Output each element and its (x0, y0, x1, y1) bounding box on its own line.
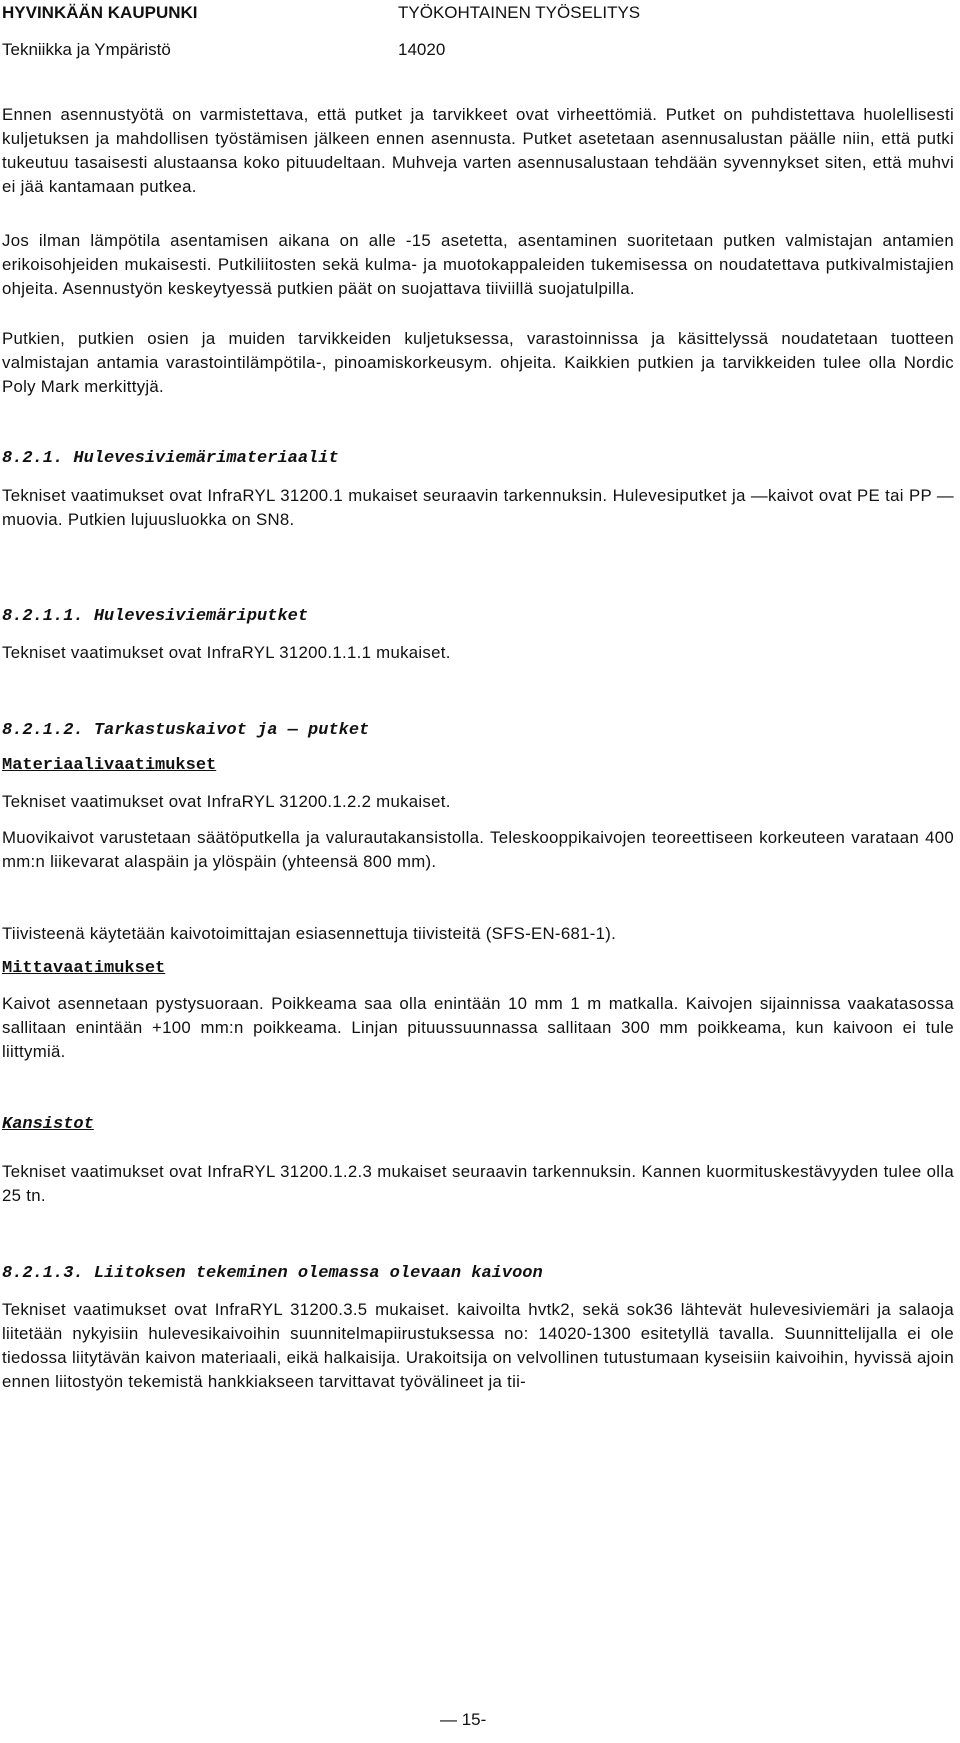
header-document-title: TYÖKOHTAINEN TYÖSELITYS (398, 3, 641, 22)
paragraph-text: Jos ilman lämpötila asentamisen aikana on alle -15 asetetta, asentaminen suoritetaan putken valmistajan antamien erikoisohjeiden mukaisesti. Putkiliitosten sekä kulma- ja muotokappaleiden tukemisessa on noudatettava putkivalmistajien ohjeita. Asennustyön keskeytyessä putkien päät on suojattava tiiviillä suojatulpilla. (2, 231, 954, 298)
paragraph-storage (2, 327, 954, 399)
dimension-requirements-text (2, 992, 954, 1064)
paragraph-text: Muovikaivot varustetaan säätöputkella ja valurautakansistolla. Teleskooppikaivojen teoreettiseen korkeuteen varataan 400 mm:n liikevarat alaspäin ja ylöspäin (yhteensä 800 mm). (2, 828, 954, 871)
section-heading-8-2-1-3: 8.2.1.3. Liitoksen tekeminen olemassa olevaan kaivoon (2, 1264, 543, 1283)
paragraph-text: Tekniset vaatimukset ovat InfraRYL 31200.1.2.2 mukaiset. (2, 792, 451, 811)
subheading-covers: Kansistot (2, 1115, 94, 1134)
header-project-number: 14020 (398, 40, 446, 59)
section-8-2-1-3-text (2, 1298, 954, 1394)
section-8-2-1-1-text (2, 641, 954, 665)
subheading-dimension-requirements: Mittavaatimukset (2, 959, 166, 978)
material-requirements-text (2, 790, 954, 814)
page-number: — 15- (440, 1710, 487, 1729)
section-heading-8-2-1-2: 8.2.1.2. Tarkastuskaivot ja — putket (2, 721, 370, 740)
paragraph-text: Kaivot asennetaan pystysuoraan. Poikkeama saa olla enintään 10 mm 1 m matkalla. Kaivojen sijainnissa vaakatasossa sallitaan enintään +100 mm:n poikkeama. Linjan pituussuunnassa sallitaan 300 mm poikkeama, kun kaivoon ei tule liittymiä. (2, 994, 954, 1061)
paragraph-text: Tekniset vaatimukset ovat InfraRYL 31200.1.2.3 mukaiset seuraavin tarkennuksin. Kannen kuormitusk​estävyyden tulee olla 25 tn. (2, 1162, 954, 1205)
section-heading-8-2-1: 8.2.1. Hulevesiviemärimateriaalit (2, 449, 339, 468)
header-organization: HYVINKÄÄN KAUPUNKI (2, 3, 198, 22)
subheading-material-requirements: Materiaalivaatimukset (2, 756, 217, 775)
plastic-manholes-text (2, 826, 954, 874)
section-heading-8-2-1-1: 8.2.1.1. Hulevesiviemäriputket (2, 607, 309, 626)
paragraph-installation (2, 103, 954, 199)
seals-text (2, 922, 954, 946)
header-department: Tekniikka ja Ympäristö (2, 40, 171, 59)
section-8-2-1-text (2, 484, 954, 532)
paragraph-text: Tekniset vaatimukset ovat InfraRYL 31200.1.1.1 mukaiset. (2, 643, 451, 662)
covers-text (2, 1160, 954, 1208)
paragraph-temperature (2, 229, 954, 301)
paragraph-text: Tekniset vaatimukset ovat InfraRYL 31200.1 mukaiset seuraavin tarkennuksin. Hulevesiputket ja —kaivot ovat PE tai PP —muovia. Putkien lujuusluokka on SN8. (2, 486, 954, 529)
paragraph-text: Ennen asennustyötä on varmistettava, että putket ja tarvikkeet ovat virheettömiä. Putket on puhdistettava huolellisesti kuljetuksen ja mahdollisen työstämisen jälkeen ennen asennusta. Putket asetetaan asennusalustan päälle niin, että putki tukeutuu tasaisesti alustaansa koko pituudeltaan. Muhveja varten asennusalustaan tehdään syvennykset siten, että muhvi ei jää kantamaan putkea. (2, 105, 954, 196)
paragraph-text: Tiivisteenä käytetään kaivotoimittajan esiasennettuja tiivisteitä (SFS-EN-681-1). (2, 924, 617, 943)
paragraph-text: Tekniset vaatimukset ovat InfraRYL 31200.3.5 mukaiset. kaivoilta hvtk2, sekä sok36 lähtevät hulevesiviemäri ja salaoja liitetään nykyisiin hulevesikaivoihin suunnitelmapiirustuksessa no: 14020-1300 esitetyllä tavalla. Suunnittelijalla ei ole tiedossa liitytävän kaivon materiaali, eikä halkaisija. Urakoitsija on velvollinen tutustumaan kyseisiin kaivoihin, hyvissä ajoin ennen liitostyön tekemistä hankkiakseen tarvittavat työvälineet ja tii- (2, 1300, 954, 1391)
paragraph-text: Putkien, putkien osien ja muiden tarvikkeiden kuljetuksessa, varastoinnissa ja käsittelyssä noudatetaan tuotteen valmistajan antamia varastointilämpötila-, pinoamiskorkeusym. ohjeita. Kaikkien putkien ja tarvikkeiden tulee olla Nordic Poly Mark merkittyjä. (2, 329, 954, 396)
